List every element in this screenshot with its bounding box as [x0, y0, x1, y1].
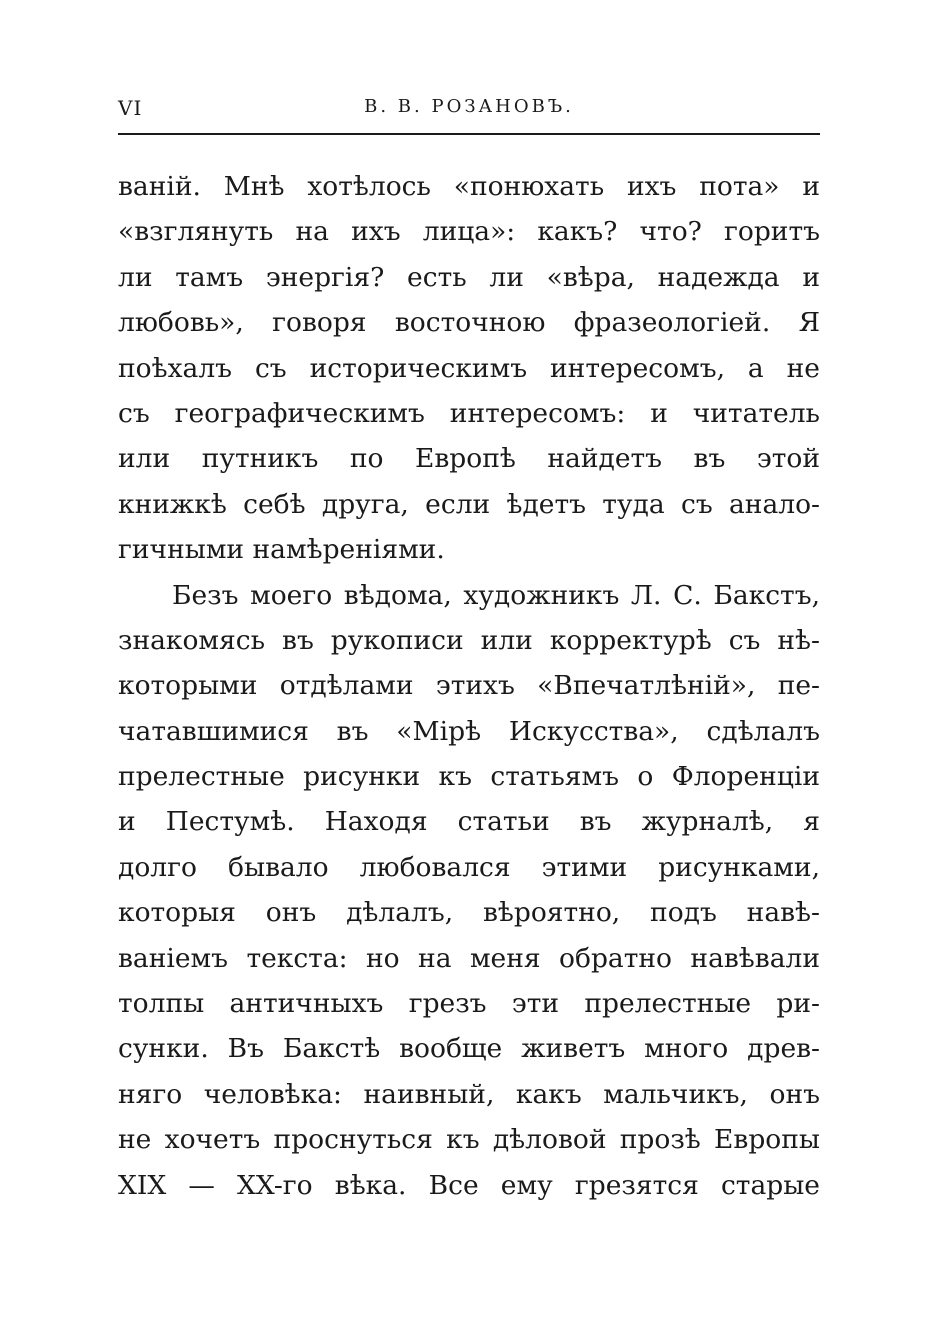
paragraph-2	[118, 573, 820, 1208]
text-line: которыми отдѣлами этихъ «Впечатлѣній», пе-	[118, 670, 820, 702]
text-line: ли тамъ энергія? есть ли «вѣра, надежда и	[118, 261, 820, 293]
text-line: XIX — XX-го вѣка. Все ему грезятся старые	[118, 1169, 820, 1201]
text-line: поѣхалъ съ историческимъ интересомъ, а не	[118, 352, 820, 384]
text-line: чатавшимися въ «Мірѣ Искусства», сдѣлалъ	[118, 715, 820, 747]
text-line: любовь», говоря восточною фразеологіей. Я	[118, 307, 820, 339]
page-number: VI	[118, 96, 143, 120]
running-head	[118, 96, 820, 126]
text-line: не хочетъ проснуться къ дѣловой прозѣ Европы	[118, 1124, 820, 1156]
text-line: сунки. Въ Бакстѣ вообще живетъ много древ-	[118, 1033, 820, 1065]
text-line: ваній. Мнѣ хотѣлось «понюхать ихъ пота» и	[118, 171, 820, 202]
text-line: «взглянуть на ихъ лица»: какъ? что? горитъ	[118, 216, 820, 248]
text-line: толпы античныхъ грезъ эти прелестные ри-	[118, 988, 820, 1020]
text-line: съ географическимъ интересомъ: и читатель	[118, 397, 820, 429]
text-line: или путникъ по Европѣ найдетъ въ этой	[118, 443, 820, 475]
text-line: ваніемъ текста: но на меня обратно навѣвали	[118, 942, 820, 974]
paragraph-1	[118, 164, 820, 573]
text-line: знакомясь въ рукописи или корректурѣ съ нѣ-	[118, 624, 820, 656]
running-title: В. В. РОЗАНОВЪ.	[364, 96, 574, 117]
text-line: прелестные рисунки къ статьямъ о Флоренціи	[118, 761, 820, 793]
text-line: книжкѣ себѣ друга, если ѣдетъ туда съ анало-	[118, 488, 820, 520]
text-line: Безъ моего вѣдома, художникъ Л. С. Бакстъ,	[172, 579, 820, 611]
text-line: которыя онъ дѣлалъ, вѣроятно, подъ навѣ-	[118, 897, 820, 929]
text-line: и Пестумѣ. Находя статьи въ журналѣ, я	[118, 806, 820, 838]
text-line: долго бывало любовался этими рисунками,	[118, 851, 820, 883]
text-line: няго человѣка: наивный, какъ мальчикъ, онъ	[118, 1078, 820, 1110]
text-line: гичными намѣреніями.	[118, 534, 445, 566]
header-rule	[118, 133, 820, 135]
body-text	[118, 164, 820, 1208]
